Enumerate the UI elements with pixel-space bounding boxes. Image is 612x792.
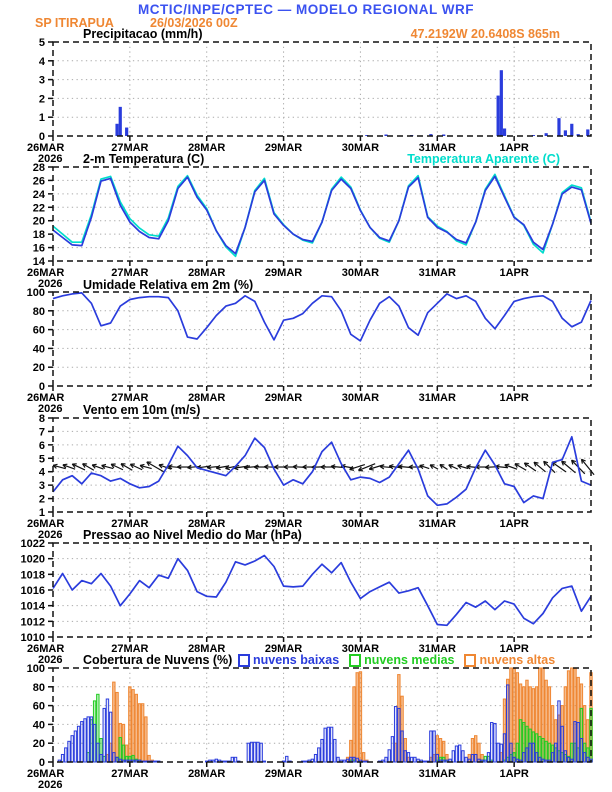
- svg-text:1APR: 1APR: [499, 392, 529, 404]
- svg-text:26MAR: 26MAR: [27, 518, 65, 530]
- svg-text:20: 20: [32, 738, 45, 751]
- svg-text:28MAR: 28MAR: [188, 142, 226, 154]
- svg-text:26MAR: 26MAR: [27, 643, 65, 655]
- svg-text:30MAR: 30MAR: [341, 643, 380, 655]
- svg-text:1012: 1012: [20, 616, 45, 629]
- svg-text:5: 5: [38, 37, 45, 49]
- svg-text:26MAR: 26MAR: [27, 267, 65, 279]
- svg-text:7: 7: [38, 426, 45, 439]
- svg-text:28: 28: [32, 162, 45, 174]
- svg-text:40: 40: [32, 719, 45, 732]
- svg-text:27MAR: 27MAR: [111, 518, 149, 530]
- svg-text:100: 100: [26, 287, 45, 299]
- svg-text:30MAR: 30MAR: [341, 392, 380, 404]
- svg-text:1022: 1022: [20, 538, 45, 550]
- svg-text:2026: 2026: [38, 529, 63, 541]
- svg-text:2026: 2026: [38, 278, 63, 290]
- slp-plot: [21, 538, 591, 666]
- svg-text:24: 24: [32, 188, 45, 201]
- svg-text:100: 100: [26, 663, 45, 675]
- svg-text:31MAR: 31MAR: [418, 518, 456, 530]
- model-run-datetime: 26/03/2026 00Z: [150, 16, 238, 30]
- svg-text:28MAR: 28MAR: [188, 392, 226, 404]
- svg-text:29MAR: 29MAR: [264, 267, 303, 279]
- svg-text:2026: 2026: [38, 403, 63, 415]
- svg-text:1020: 1020: [20, 553, 45, 566]
- svg-text:4: 4: [38, 55, 45, 68]
- panel-title-wind: Vento em 10m (m/s): [83, 403, 201, 417]
- svg-text:1018: 1018: [20, 569, 45, 582]
- legend-label-mid-clouds: nuvens medias: [364, 653, 455, 667]
- svg-text:1010: 1010: [20, 632, 45, 644]
- panel-title-pressure: Pressao ao Nivel Medio do Mar (hPa): [83, 528, 302, 542]
- svg-text:1APR: 1APR: [499, 267, 529, 279]
- svg-text:2026: 2026: [38, 153, 63, 165]
- svg-text:30MAR: 30MAR: [341, 768, 380, 780]
- svg-text:40: 40: [32, 343, 45, 356]
- svg-text:5: 5: [38, 453, 45, 466]
- svg-text:4: 4: [38, 466, 45, 479]
- precip-plot: [27, 37, 591, 165]
- svg-text:20: 20: [32, 362, 45, 375]
- legend-apparent-temperature: Temperatura Aparente (C): [407, 152, 560, 166]
- svg-text:27MAR: 27MAR: [111, 392, 149, 404]
- legend-label-high-clouds: nuvens altas: [479, 653, 556, 667]
- svg-text:26MAR: 26MAR: [27, 392, 65, 404]
- svg-text:2026: 2026: [38, 654, 63, 666]
- svg-text:26MAR: 26MAR: [27, 142, 65, 154]
- svg-text:1APR: 1APR: [499, 142, 529, 154]
- svg-text:28MAR: 28MAR: [188, 267, 226, 279]
- svg-text:1APR: 1APR: [499, 768, 529, 780]
- wind10m-plot: [27, 413, 594, 541]
- svg-text:1016: 1016: [20, 585, 45, 597]
- svg-text:29MAR: 29MAR: [264, 142, 303, 154]
- rh2m-plot: [27, 287, 591, 415]
- svg-text:0: 0: [38, 131, 45, 143]
- svg-text:6: 6: [38, 439, 45, 452]
- svg-text:60: 60: [32, 324, 45, 337]
- svg-text:2026: 2026: [38, 779, 63, 791]
- svg-text:26MAR: 26MAR: [27, 768, 65, 780]
- temp2m-plot: [27, 162, 591, 290]
- svg-text:3: 3: [38, 480, 45, 493]
- svg-text:27MAR: 27MAR: [111, 768, 149, 780]
- svg-text:28MAR: 28MAR: [188, 518, 226, 530]
- svg-text:27MAR: 27MAR: [111, 142, 149, 154]
- svg-text:0: 0: [38, 381, 45, 393]
- svg-text:31MAR: 31MAR: [418, 392, 456, 404]
- svg-text:8: 8: [38, 413, 45, 425]
- svg-text:1APR: 1APR: [499, 643, 529, 655]
- svg-text:29MAR: 29MAR: [264, 518, 303, 530]
- svg-text:1APR: 1APR: [499, 518, 529, 530]
- svg-text:29MAR: 29MAR: [264, 643, 303, 655]
- page-title: MCTIC/INPE/CPTEC — MODELO REGIONAL WRF: [138, 2, 474, 17]
- svg-text:30MAR: 30MAR: [341, 142, 380, 154]
- svg-text:1: 1: [38, 507, 45, 519]
- station-name: SP ITIRAPUA: [35, 16, 114, 30]
- svg-text:1014: 1014: [20, 600, 45, 613]
- svg-text:31MAR: 31MAR: [418, 142, 456, 154]
- panel-title-precipitation: Precipitacao (mm/h): [83, 27, 203, 41]
- svg-text:16: 16: [32, 242, 45, 255]
- svg-text:31MAR: 31MAR: [418, 768, 456, 780]
- svg-text:29MAR: 29MAR: [264, 392, 303, 404]
- svg-text:27MAR: 27MAR: [111, 643, 149, 655]
- svg-text:0: 0: [38, 757, 45, 769]
- legend-label-low-clouds: nuvens baixas: [253, 653, 340, 667]
- panel-title-humidity: Umidade Relativa em 2m (%): [83, 278, 254, 292]
- svg-text:18: 18: [32, 229, 45, 242]
- svg-text:28MAR: 28MAR: [188, 768, 226, 780]
- svg-text:26: 26: [32, 175, 45, 188]
- panel-title-clouds: Cobertura de Nuvens (%): [83, 653, 233, 667]
- svg-text:2: 2: [38, 93, 45, 106]
- svg-text:2: 2: [38, 493, 45, 506]
- svg-text:30MAR: 30MAR: [341, 518, 380, 530]
- panel-title-temperature: 2-m Temperatura (C): [83, 152, 205, 166]
- svg-text:31MAR: 31MAR: [418, 267, 456, 279]
- svg-text:27MAR: 27MAR: [111, 267, 149, 279]
- svg-text:80: 80: [32, 681, 45, 694]
- svg-text:20: 20: [32, 215, 45, 228]
- svg-text:30MAR: 30MAR: [341, 267, 380, 279]
- svg-text:1: 1: [38, 112, 45, 125]
- svg-text:28MAR: 28MAR: [188, 643, 226, 655]
- svg-text:80: 80: [32, 305, 45, 318]
- clouds-plot: [27, 663, 593, 791]
- station-coordinates: 47.2192W 20.6408S 865m: [410, 27, 560, 41]
- svg-text:60: 60: [32, 700, 45, 713]
- svg-text:31MAR: 31MAR: [418, 643, 456, 655]
- svg-text:22: 22: [32, 202, 45, 215]
- svg-text:14: 14: [32, 256, 45, 268]
- svg-text:3: 3: [38, 74, 45, 87]
- svg-text:29MAR: 29MAR: [264, 768, 303, 780]
